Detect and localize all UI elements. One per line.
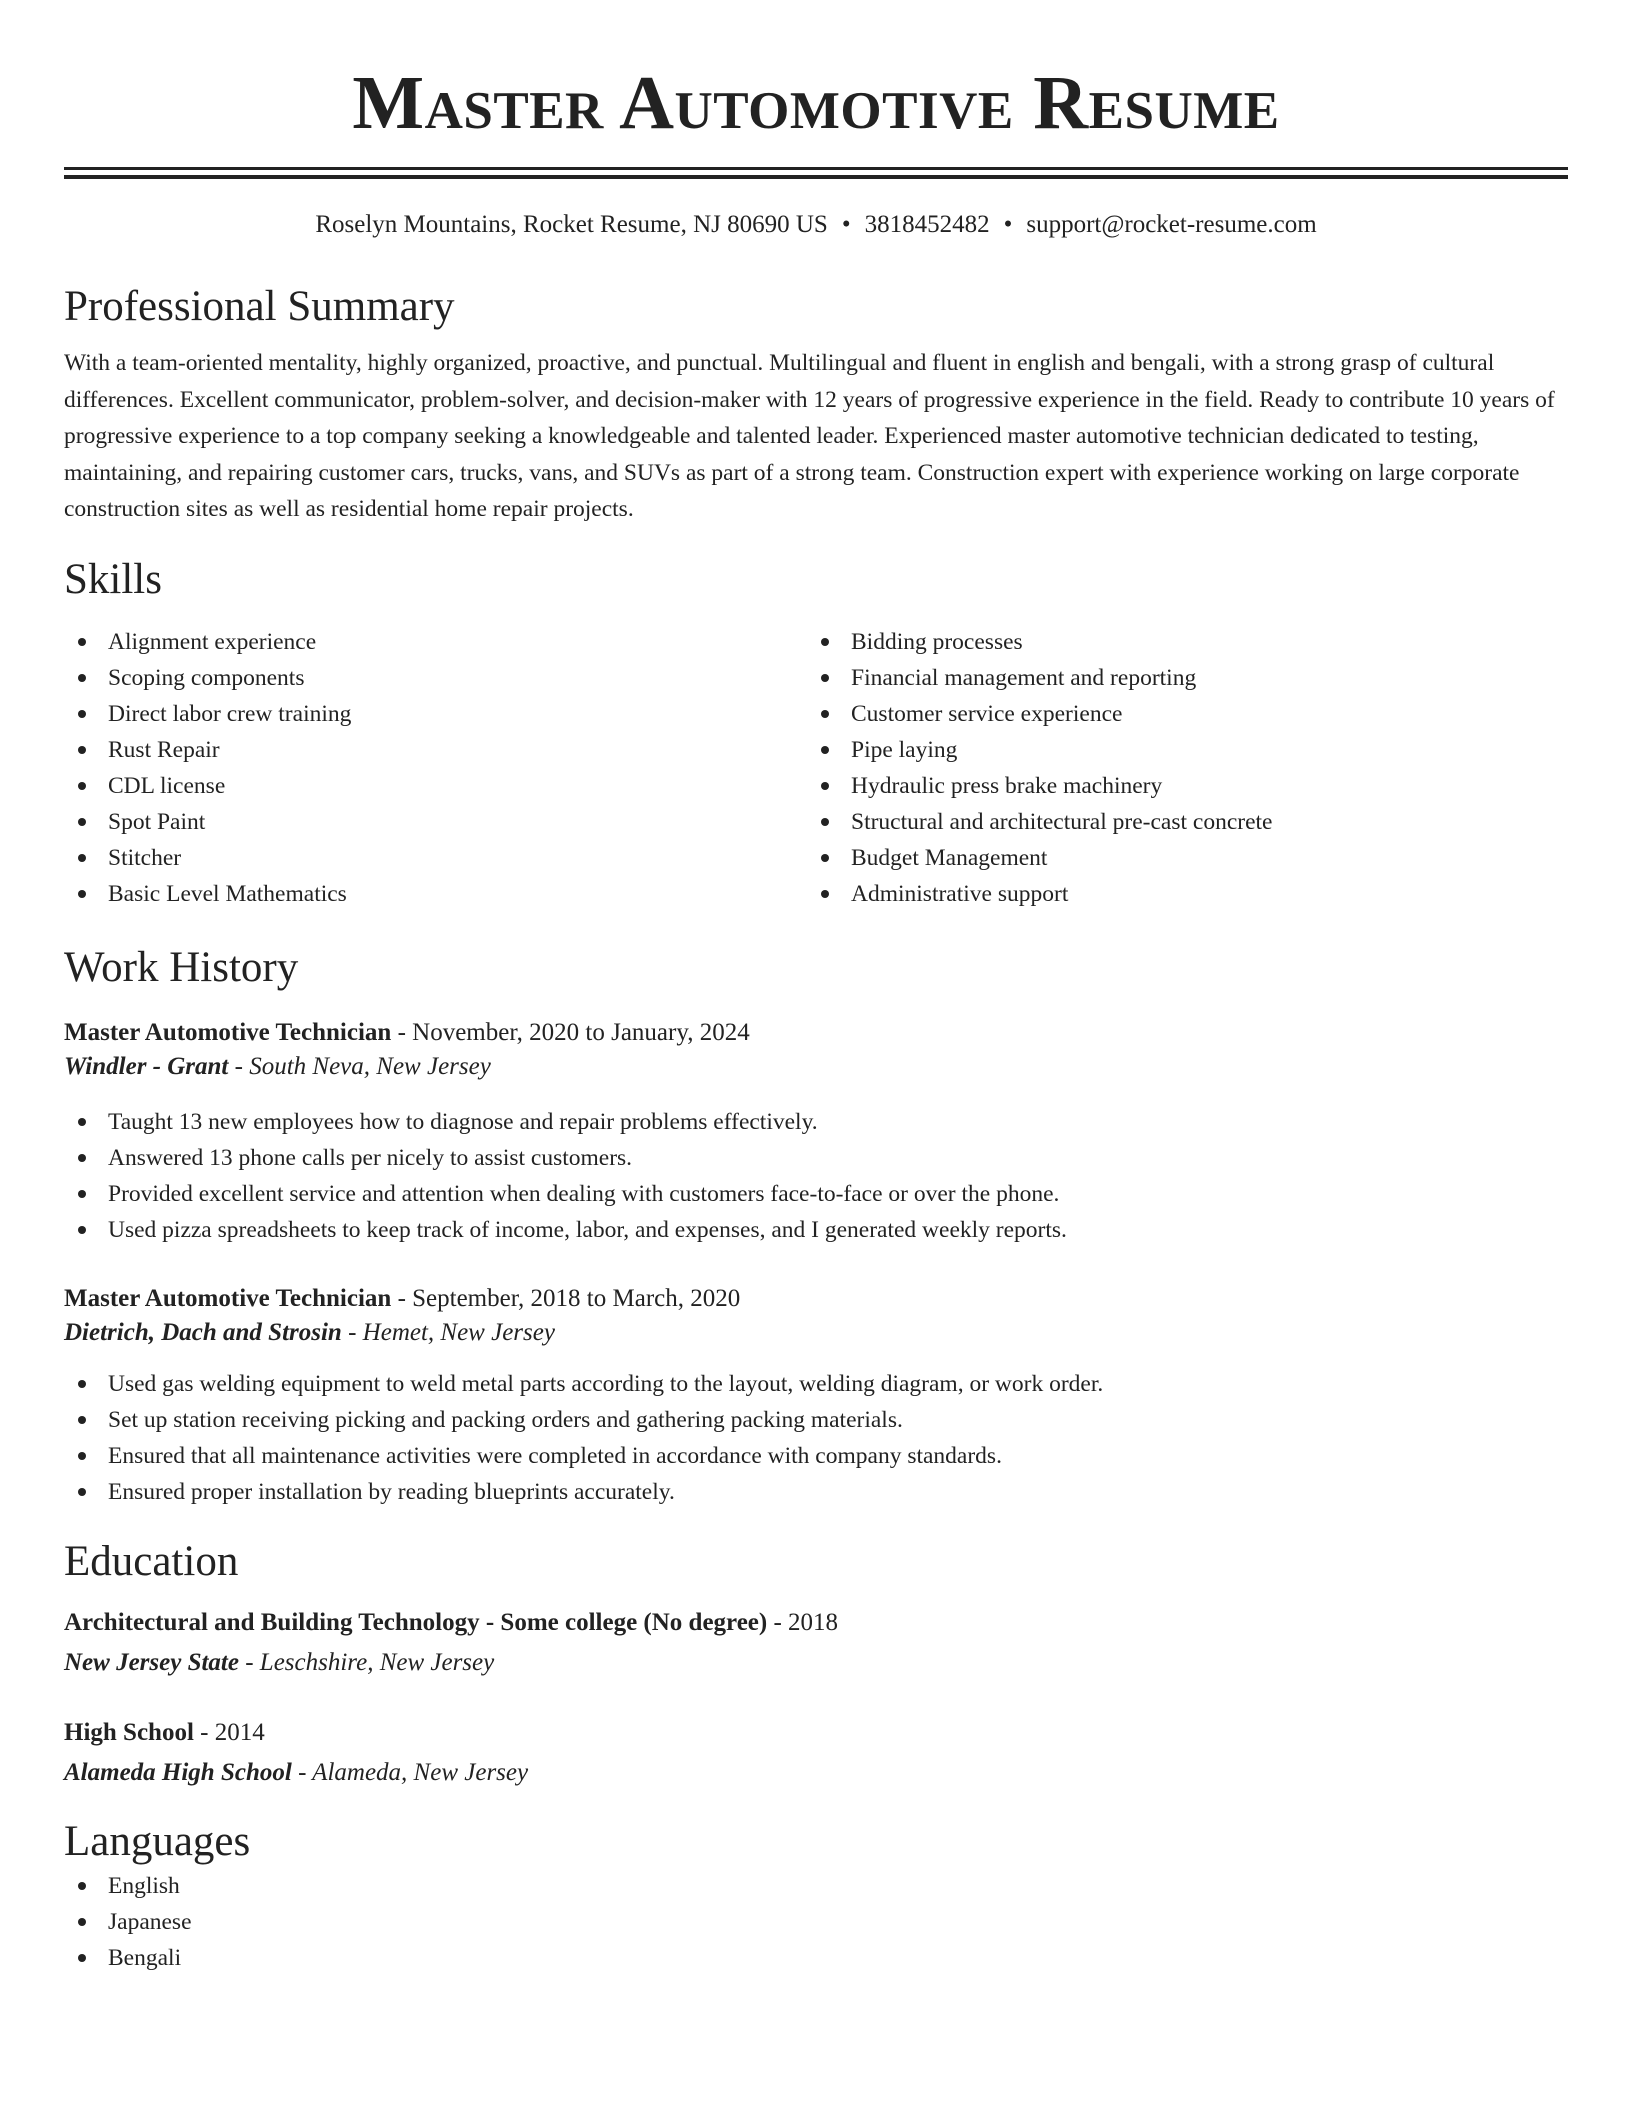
- work-history-heading: Work History: [64, 943, 299, 991]
- job-entry: [64, 1282, 1568, 1510]
- education-year: - 2014: [193, 1718, 265, 1746]
- bullet-icon: [78, 1226, 86, 1234]
- skill-label: CDL license: [108, 772, 226, 799]
- job-bullet: [64, 1402, 1568, 1438]
- skill-label: Bidding processes: [851, 628, 1023, 655]
- contact-phone: 3818452482: [864, 211, 990, 238]
- job-dates: - September, 2018 to March, 2020: [391, 1284, 741, 1312]
- language-item: [64, 1868, 1568, 1904]
- contact-separator: •: [1003, 211, 1013, 238]
- education-degree-line: [64, 1606, 1568, 1640]
- skill-item: [64, 660, 807, 696]
- bullet-icon: [78, 818, 86, 826]
- skill-label: Financial management and reporting: [851, 664, 1197, 691]
- summary-heading: Professional Summary: [64, 283, 455, 330]
- job-title-line: [64, 1282, 1568, 1316]
- bullet-icon: [78, 782, 86, 790]
- education-entry: [64, 1606, 1568, 1680]
- bullet-icon: [78, 1882, 86, 1890]
- skill-item: [807, 624, 1550, 660]
- bullet-icon: [821, 710, 829, 718]
- education-heading: Education: [64, 1537, 239, 1585]
- bullet-icon: [78, 746, 86, 754]
- job-bullet: [64, 1474, 1568, 1510]
- job-entry: [64, 1016, 1568, 1248]
- education-school: New Jersey State: [64, 1648, 239, 1676]
- job-employer: Dietrich, Dach and Strosin: [64, 1318, 342, 1346]
- education-location: - Alameda, New Jersey: [291, 1758, 529, 1786]
- education-year: - 2018: [767, 1608, 839, 1636]
- job-location: - Hemet, New Jersey: [341, 1318, 555, 1346]
- bullet-icon: [78, 1488, 86, 1496]
- job-bullet: [64, 1104, 1568, 1140]
- job-bullet: [64, 1438, 1568, 1474]
- languages-list: [64, 1868, 1568, 1976]
- job-employer-line: [64, 1050, 1568, 1084]
- bullet-icon: [78, 638, 86, 646]
- skill-label: Customer service experience: [851, 700, 1123, 727]
- contact-address: Roselyn Mountains, Rocket Resume, NJ 80690 US: [315, 211, 828, 238]
- skill-label: Direct labor crew training: [108, 700, 352, 727]
- skill-label: Budget Management: [851, 844, 1048, 871]
- bullet-icon: [821, 890, 829, 898]
- skill-item: [807, 696, 1550, 732]
- job-bullet-text: Ensured that all maintenance activities were completed in accordance with company standards.: [108, 1442, 1002, 1469]
- job-bullet: [64, 1140, 1568, 1176]
- job-location: - South Neva, New Jersey: [228, 1052, 491, 1080]
- job-title-line: [64, 1016, 1568, 1050]
- summary-text: With a team-oriented mentality, highly organized, proactive, and punctual. Multilingual and fluent in english and bengali, with a strong grasp of cultural differences. Excellent communicator, problem-solver, and decision-maker with 12 years of progressive experience in the field. Ready to contribute 10 years of progressive experience to a top company seeking a knowledgeable and talented leader. Experienced master automotive technician dedicated to testing, maintaining, and repairing customer cars, trucks, vans, and SUVs as part of a strong team. Construction expert with experience working on large corporate construction sites as well as residential home repair projects.: [64, 350, 1555, 522]
- title-double-rule: [64, 167, 1568, 179]
- contact-email: support@rocket-resume.com: [1026, 211, 1317, 238]
- language-item: [64, 1904, 1568, 1940]
- skill-label: Scoping components: [108, 664, 305, 691]
- skill-item: [64, 696, 807, 732]
- skill-item: [64, 624, 807, 660]
- language-item: [64, 1940, 1568, 1976]
- bullet-icon: [821, 746, 829, 754]
- bullet-icon: [78, 1452, 86, 1460]
- skill-label: Stitcher: [108, 844, 182, 871]
- skill-label: Rust Repair: [108, 736, 220, 763]
- skill-label: Structural and architectural pre-cast concrete: [851, 808, 1273, 835]
- skills-grid: [64, 624, 1568, 912]
- skill-item: [64, 768, 807, 804]
- bullet-icon: [78, 1380, 86, 1388]
- skill-item: [807, 732, 1550, 768]
- job-title: Master Automotive Technician: [64, 1284, 392, 1312]
- skill-label: Pipe laying: [851, 736, 958, 763]
- bullet-icon: [78, 710, 86, 718]
- job-bullet-text: Ensured proper installation by reading blueprints accurately.: [108, 1478, 675, 1505]
- skill-label: Administrative support: [851, 880, 1069, 907]
- contact-separator: •: [841, 211, 851, 238]
- education-entry: [64, 1716, 1568, 1790]
- job-bullet: [64, 1212, 1568, 1248]
- job-bullets: [64, 1366, 1568, 1510]
- skills-heading: Skills: [64, 555, 162, 603]
- education-school-line: [64, 1646, 1568, 1680]
- skill-item: [807, 876, 1550, 912]
- bullet-icon: [821, 638, 829, 646]
- job-bullet: [64, 1176, 1568, 1212]
- education-degree: High School: [64, 1718, 194, 1746]
- job-bullet-text: Set up station receiving picking and packing orders and gathering packing materials.: [108, 1406, 903, 1433]
- bullet-icon: [78, 1918, 86, 1926]
- skill-item: [64, 732, 807, 768]
- skill-item: [64, 840, 807, 876]
- skill-item: [64, 876, 807, 912]
- job-bullets: [64, 1104, 1568, 1248]
- language-label: Japanese: [108, 1908, 192, 1935]
- education-school: Alameda High School: [64, 1758, 292, 1786]
- skill-item: [807, 804, 1550, 840]
- skill-item: [807, 768, 1550, 804]
- job-employer: Windler - Grant: [64, 1052, 229, 1080]
- contact-line: [64, 209, 1568, 241]
- job-bullet-text: Used pizza spreadsheets to keep track of income, labor, and expenses, and I generated weekly reports.: [108, 1216, 1067, 1243]
- bullet-icon: [78, 1118, 86, 1126]
- job-title: Master Automotive Technician: [64, 1018, 392, 1046]
- skill-label: Hydraulic press brake machinery: [851, 772, 1163, 799]
- language-label: Bengali: [108, 1944, 182, 1971]
- skill-label: Spot Paint: [108, 808, 206, 835]
- education-degree-line: [64, 1716, 1568, 1750]
- skill-item: [64, 804, 807, 840]
- education-degree: Architectural and Building Technology - Some college (No degree): [64, 1608, 768, 1636]
- skill-label: Alignment experience: [108, 628, 317, 655]
- job-bullet-text: Provided excellent service and attention when dealing with customers face-to-face or over the phone.: [108, 1180, 1060, 1207]
- bullet-icon: [78, 890, 86, 898]
- bullet-icon: [78, 1954, 86, 1962]
- bullet-icon: [78, 674, 86, 682]
- bullet-icon: [78, 854, 86, 862]
- skill-item: [807, 840, 1550, 876]
- bullet-icon: [821, 818, 829, 826]
- job-bullet-text: Answered 13 phone calls per nicely to assist customers.: [108, 1144, 633, 1171]
- education-location: - Leschshire, New Jersey: [238, 1648, 495, 1676]
- bullet-icon: [821, 674, 829, 682]
- bullet-icon: [78, 1190, 86, 1198]
- skill-item: [807, 660, 1550, 696]
- job-bullet: [64, 1366, 1568, 1402]
- language-label: English: [108, 1872, 180, 1899]
- skill-label: Basic Level Mathematics: [108, 880, 347, 907]
- languages-heading: Languages: [64, 1817, 251, 1865]
- bullet-icon: [821, 782, 829, 790]
- resume-title: Master Automotive Resume: [352, 61, 1280, 145]
- job-dates: - November, 2020 to January, 2024: [391, 1018, 750, 1046]
- skills-column-left: [64, 624, 807, 912]
- skills-column-right: [807, 624, 1550, 912]
- bullet-icon: [78, 1154, 86, 1162]
- job-bullet-text: Used gas welding equipment to weld metal parts according to the layout, welding diagram, or work order.: [108, 1370, 1104, 1397]
- job-bullet-text: Taught 13 new employees how to diagnose and repair problems effectively.: [108, 1108, 818, 1135]
- bullet-icon: [821, 854, 829, 862]
- education-school-line: [64, 1756, 1568, 1790]
- bullet-icon: [78, 1416, 86, 1424]
- job-employer-line: [64, 1316, 1568, 1350]
